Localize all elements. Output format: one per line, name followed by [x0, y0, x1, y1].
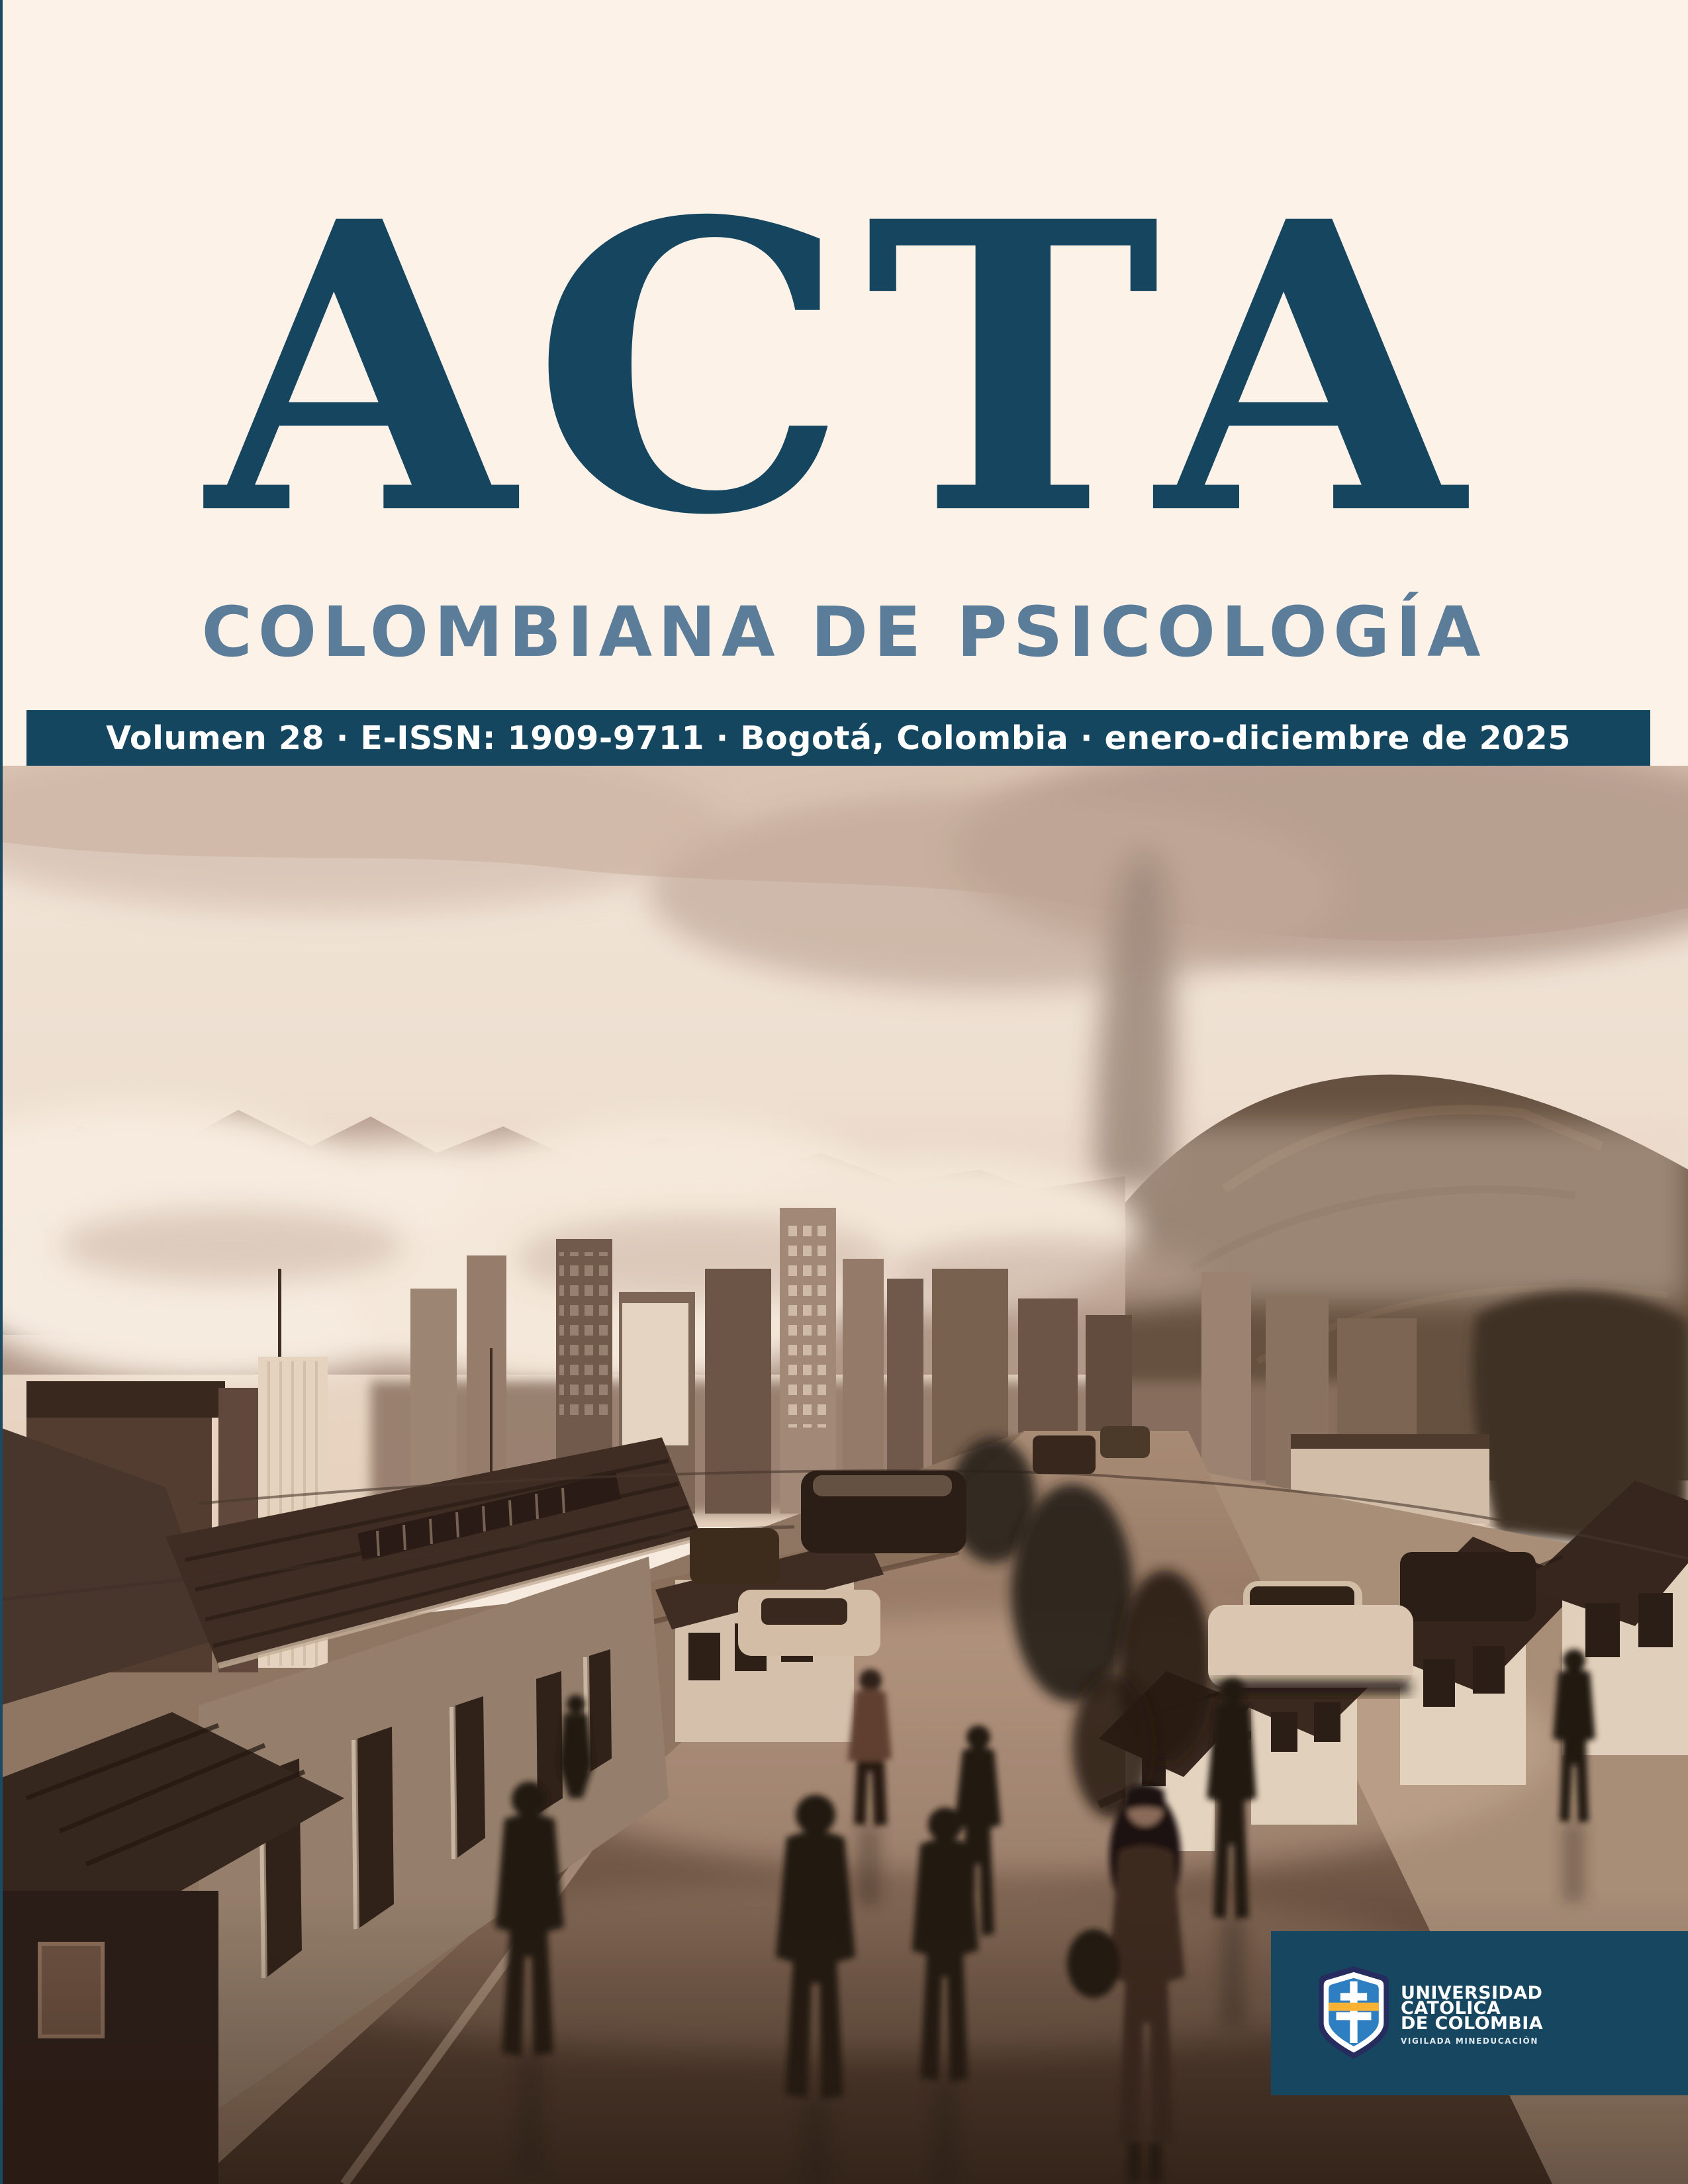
masthead: [0, 136, 1688, 672]
publisher-name-line2: CATÓLICA: [1401, 1998, 1501, 2019]
publisher-name: [1401, 1985, 1543, 2046]
issue-line: Volumen 28 · E-ISSN: 1909-9711 · Bogotá, Colombia · enero-diciembre de 2025: [106, 719, 1571, 757]
publisher-name-line1: UNIVERSIDAD: [1401, 1983, 1543, 2003]
issue-banner: [26, 710, 1650, 766]
publisher-logo-panel: [1271, 1931, 1688, 2095]
university-shield-icon: [1312, 1964, 1395, 2061]
journal-title: ACTA: [206, 136, 1482, 602]
publisher-tagline: VIGILADA MINEDUCACIÓN: [1401, 2036, 1538, 2046]
publisher-name-line3: DE COLOMBIA: [1401, 2013, 1544, 2034]
journal-subtitle: COLOMBIANA DE PSICOLOGÍA: [201, 592, 1487, 672]
left-edge-rule: [0, 0, 3, 2184]
